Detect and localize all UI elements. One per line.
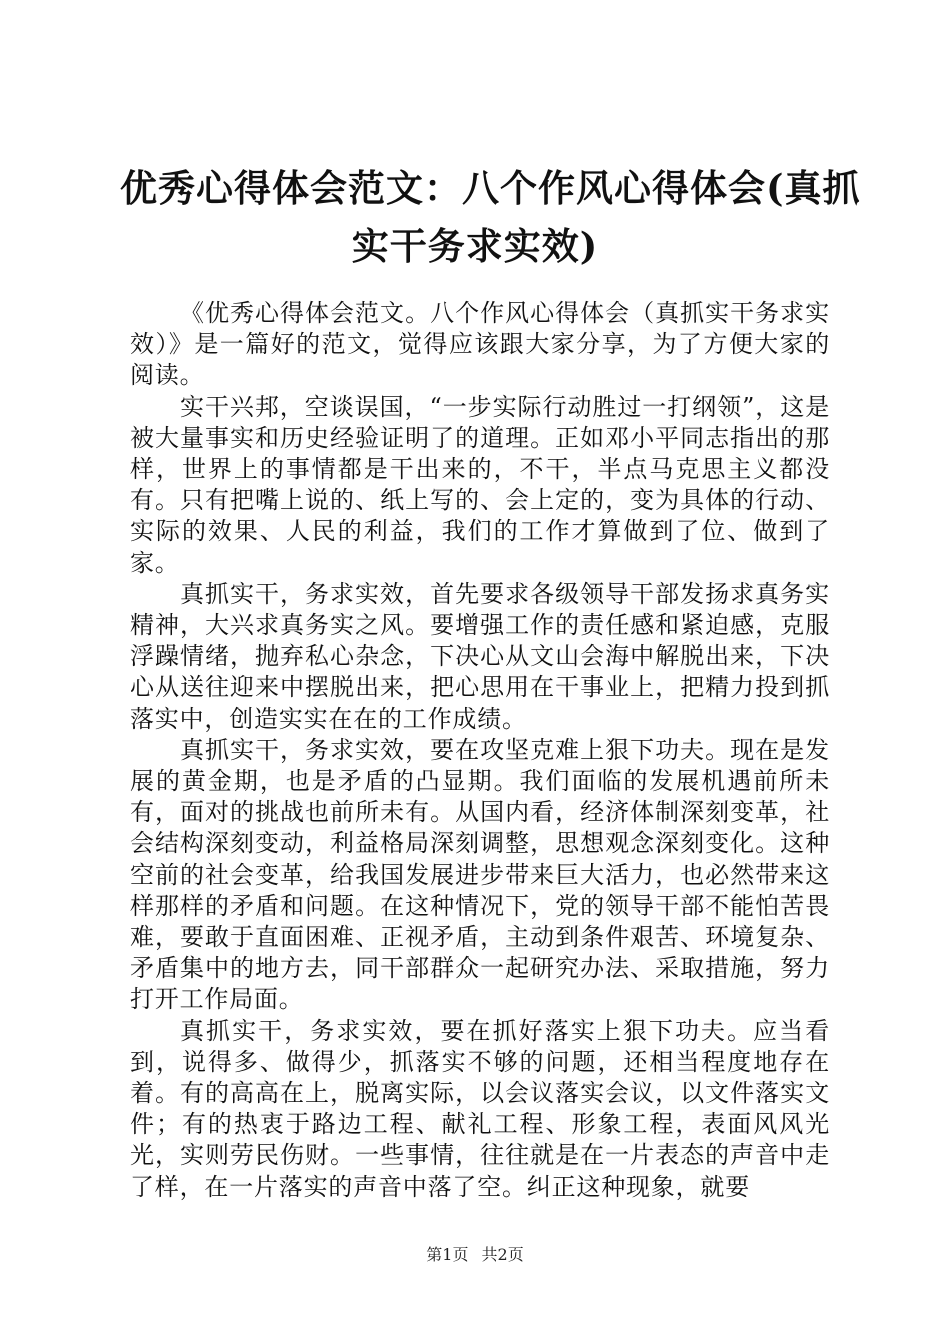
document-body [130, 298, 830, 1203]
page-footer [0, 1245, 950, 1265]
paragraph: 《优秀心得体会范文。八个作风心得体会（真抓实干务求实效）》是一篇好的范文，觉得应该跟大家分享，为了方便大家的阅读。 [130, 299, 830, 390]
paragraph: 真抓实干，务求实效，首先要求各级领导干部发扬求真务实精神，大兴求真务实之风。要增强工作的责任感和紧迫感，克服浮躁情绪，抛弃私心杂念，下决心从文山会海中解脱出来，下决心从送往迎来中摆脱出来，把心思用在干事业上，把精力投到抓落实中，创造实实在在的工作成绩。 [130, 579, 830, 733]
paragraph: 真抓实干，务求实效，要在抓好落实上狠下功夫。应当看到，说得多、做得少，抓落实不够的问题，还相当程度地存在着。有的高高在上，脱离实际，以会议落实会议，以文件落实文件；有的热衷于路边工程、献礼工程、形象工程，表面风风光光，实则劳民伤财。一些事情，往往就是在一片表态的声音中走了样，在一片落实的声音中落了空。纠正这种现象，就要 [130, 1016, 830, 1201]
document-title-line2: 实干务求实效) [351, 224, 599, 268]
page-number: 第1页 [426, 1245, 469, 1264]
paragraph: 实干兴邦，空谈误国，“一步实际行动胜过一打纲领”，这是被大量事实和历史经验证明了的道理。正如邓小平同志指出的那样，世界上的事情都是干出来的，不干，半点马克思主义都没有。只有把嘴上说的、纸上写的、会上定的，变为具体的行动、实际的效果、人民的利益，我们的工作才算做到了位、做到了家。 [130, 392, 830, 577]
page-total: 共2页 [481, 1245, 524, 1264]
document-title-line1: 优秀心得体会范文：八个作风心得体会(真抓 [120, 166, 861, 210]
paragraph: 真抓实干，务求实效，要在攻坚克难上狠下功夫。现在是发展的黄金期，也是矛盾的凸显期。我们面临的发展机遇前所未有，面对的挑战也前所未有。从国内看，经济体制深刻变革，社会结构深刻变动，利益格局深刻调整，思想观念深刻变化。这种空前的社会变革，给我国发展进步带来巨大活力，也必然带来这样那样的矛盾和问题。在这种情况下，党的领导干部不能怕苦畏难，要敢于直面困难、正视矛盾，主动到条件艰苦、环境复杂、矛盾集中的地方去，同干部群众一起研究办法、采取措施，努力打开工作局面。 [130, 735, 830, 1014]
